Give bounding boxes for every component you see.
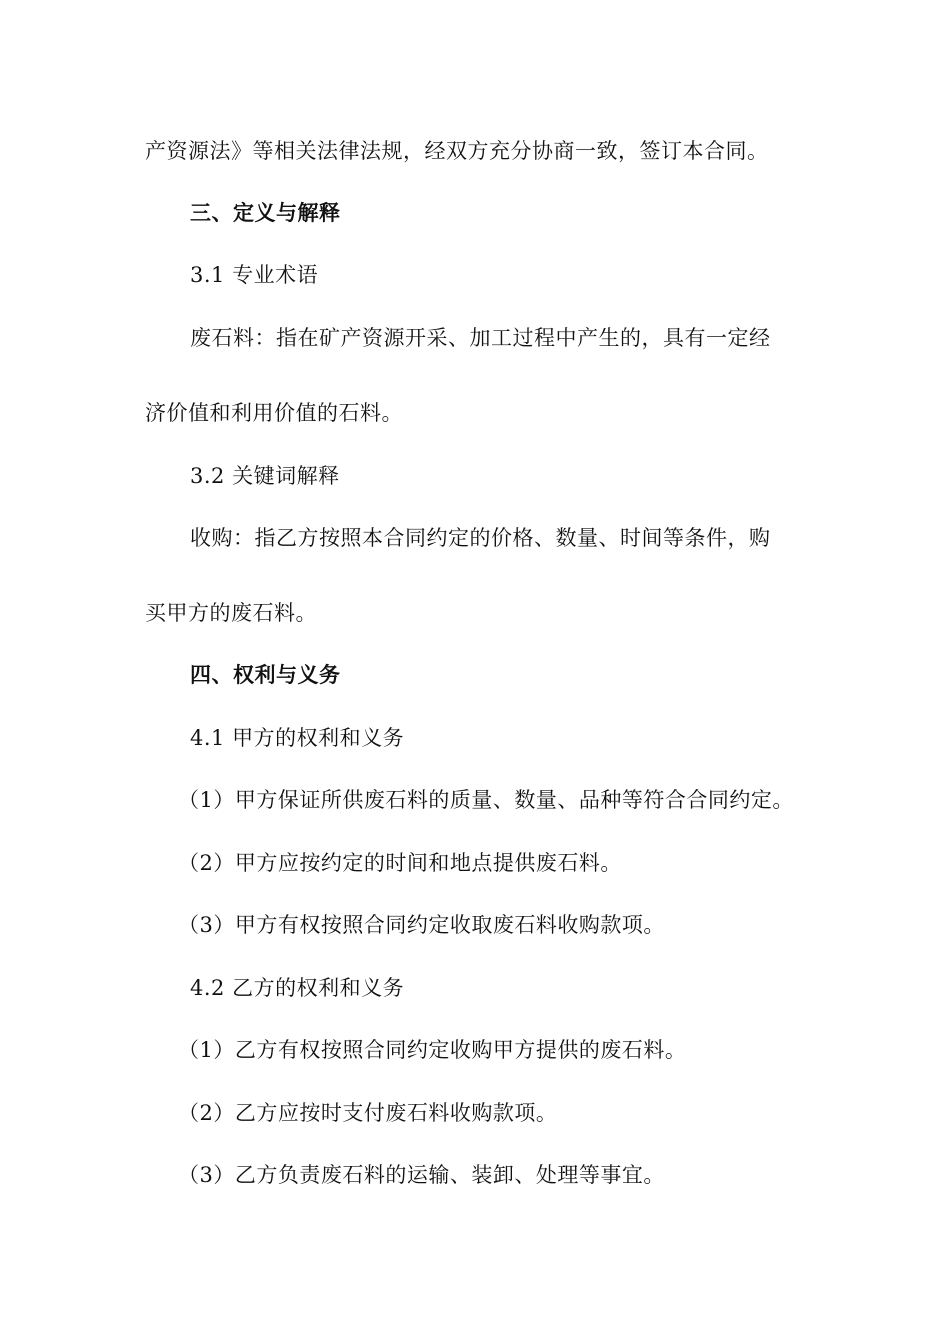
subsection-heading-3-2: 3.2 关键词解释 — [190, 464, 340, 488]
subsection-heading-3-1: 3.1 专业术语 — [190, 263, 319, 287]
list-item-party-b-1: （1）乙方有权按照合同约定收购甲方提供的废石料。 — [178, 1038, 687, 1062]
list-item-party-b-2: （2）乙方应按时支付废石料收购款项。 — [178, 1101, 558, 1125]
keyword-paragraph-line-2: 买甲方的废石料。 — [145, 601, 317, 625]
subsection-heading-4-2: 4.2 乙方的权利和义务 — [190, 976, 405, 1000]
list-item-party-a-3: （3）甲方有权按照合同约定收取废石料收购款项。 — [178, 913, 665, 937]
list-item-party-a-1: （1）甲方保证所供废石料的质量、数量、品种等符合合同约定。 — [178, 788, 794, 812]
subsection-heading-4-1: 4.1 甲方的权利和义务 — [190, 726, 405, 750]
paragraph-continuation: 产资源法》等相关法律法规，经双方充分协商一致，签订本合同。 — [145, 139, 769, 163]
definition-paragraph-line-1: 废石料：指在矿产资源开采、加工过程中产生的，具有一定经 — [190, 326, 771, 350]
list-item-party-b-3: （3）乙方负责废石料的运输、装卸、处理等事宜。 — [178, 1163, 665, 1187]
section-heading-3: 三、定义与解释 — [190, 200, 341, 225]
keyword-paragraph-line-1: 收购：指乙方按照本合同约定的价格、数量、时间等条件，购 — [190, 526, 771, 550]
section-heading-4: 四、权利与义务 — [190, 662, 341, 687]
list-item-party-a-2: （2）甲方应按约定的时间和地点提供废石料。 — [178, 851, 622, 875]
definition-paragraph-line-2: 济价值和利用价值的石料。 — [145, 401, 403, 425]
